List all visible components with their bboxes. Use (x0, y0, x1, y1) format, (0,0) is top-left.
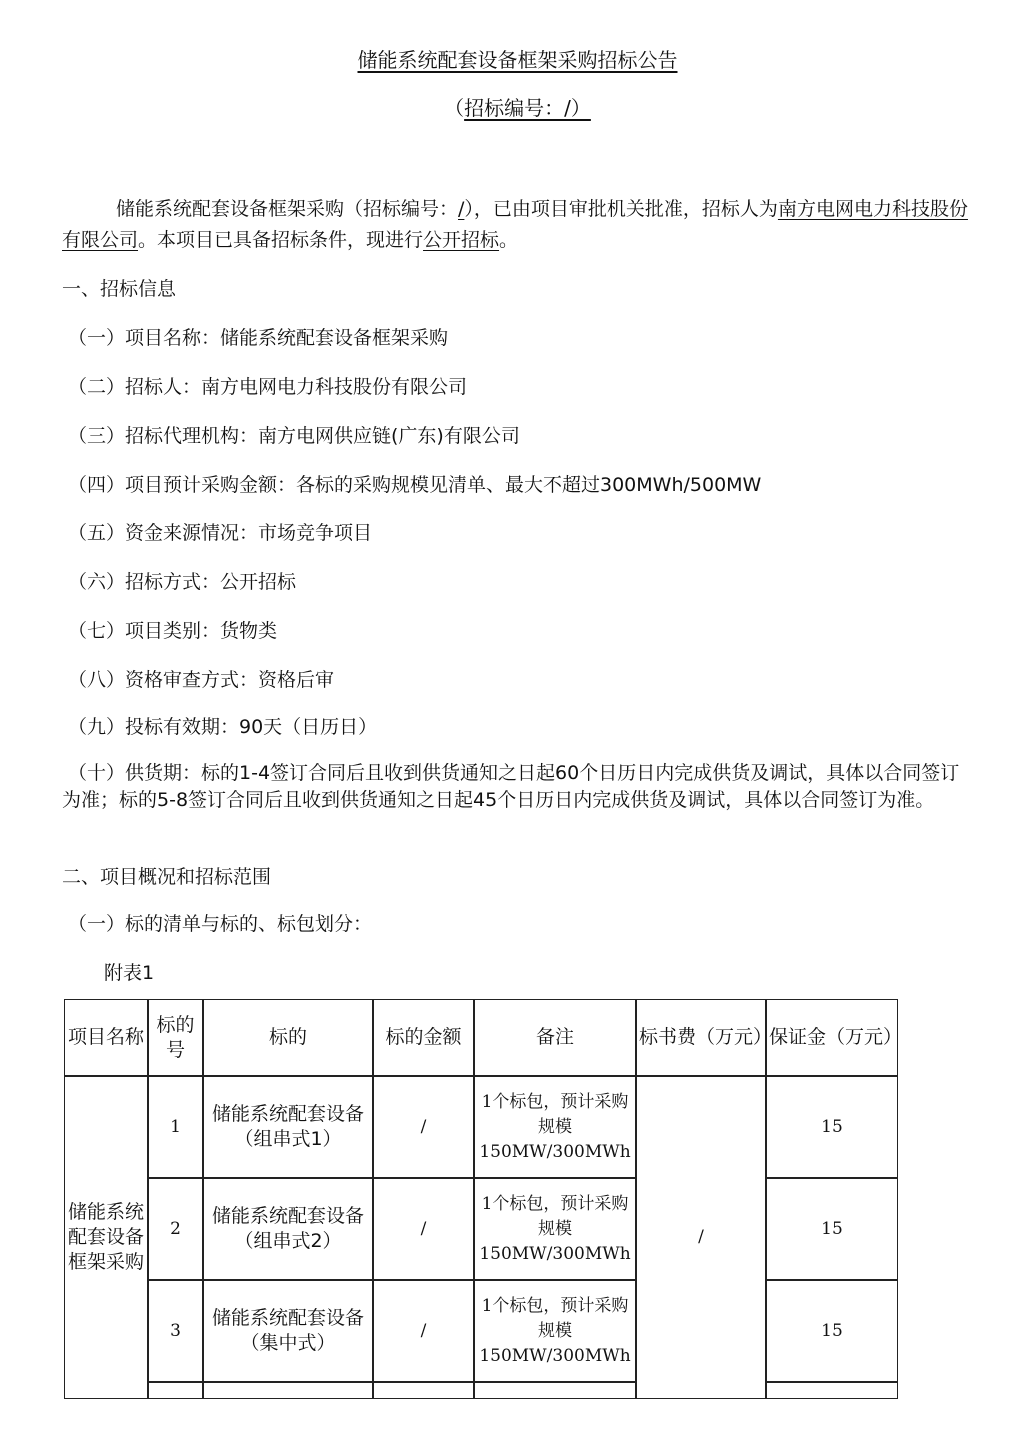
header-deposit: 保证金（万元） (766, 999, 898, 1076)
amount-cell: / (373, 1076, 474, 1178)
deposit-cell: 15 (766, 1178, 898, 1280)
subtitle-prefix: （ (444, 96, 465, 120)
table-row (64, 1178, 898, 1280)
document-subtitle (0, 92, 1035, 121)
intro-code: / (458, 198, 465, 220)
amount-cell: / (373, 1280, 474, 1382)
intro-method: 公开招标 (423, 229, 500, 251)
intro-tenderer: 南方电网电力科技股份有限公司 (62, 198, 968, 251)
table-row-partial (64, 1382, 898, 1399)
note-cell: 1个标包，预计采购规模150MW/300MWh (474, 1076, 636, 1178)
section2-heading: 二、项目概况和招标范围 (62, 866, 272, 888)
partial-cell (373, 1382, 474, 1399)
lot-no-cell: 3 (148, 1280, 203, 1382)
note-cell: 1个标包，预计采购规模150MW/300MWh (474, 1178, 636, 1280)
intro-part3: 。本项目已具备招标条件，现进行 (138, 229, 424, 251)
subtitle-code: 招标编号：/） (464, 96, 591, 120)
section1-heading: 一、招标信息 (62, 278, 177, 300)
intro-part4: 。 (499, 229, 519, 251)
lot-no-cell: 2 (148, 1178, 203, 1280)
header-amount: 标的金额 (373, 999, 474, 1076)
lot-no-cell: 1 (148, 1076, 203, 1178)
table-row (64, 1280, 898, 1382)
header-lot-no: 标的号 (148, 999, 203, 1076)
table-caption: 附表1 (104, 962, 155, 984)
project-name-cell: 储能系统配套设备框架采购 (64, 1076, 148, 1399)
table-header-row (64, 999, 898, 1076)
info-item: （八）资格审查方式：资格后审 (68, 669, 335, 691)
lot-table (64, 999, 903, 1399)
intro-paragraph (62, 194, 974, 256)
header-subject: 标的 (203, 999, 373, 1076)
info-item: （三）招标代理机构：南方电网供应链(广东)有限公司 (68, 425, 520, 447)
header-book-fee: 标书费（万元） (636, 999, 766, 1076)
info-item: （七）项目类别：货物类 (68, 620, 278, 642)
deposit-cell: 15 (766, 1280, 898, 1382)
amount-cell: / (373, 1178, 474, 1280)
delivery-period: （十）供货期：标的1-4签订合同后且收到供货通知之日起60个日历日内完成供货及调试，具体以合同签订为准；标的5-8签订合同后且收到供货通知之日起45个日历日内完成供货及调试，具体以合同签订为准。 (62, 762, 960, 811)
info-item: （四）项目预计采购金额：各标的采购规模见清单、最大不超过300MWh/500MW (68, 474, 762, 496)
partial-cell (474, 1382, 636, 1399)
subject-cell: 储能系统配套设备（集中式） (203, 1280, 373, 1382)
info-item: （二）招标人：南方电网电力科技股份有限公司 (68, 376, 468, 398)
partial-cell (766, 1382, 898, 1399)
document-title: 储能系统配套设备框架采购招标公告 (357, 48, 678, 72)
info-item: （五）资金来源情况：市场竞争项目 (68, 522, 373, 544)
table-row (64, 1076, 898, 1178)
intro-part2: ），已由项目审批机关批准，招标人为 (464, 198, 778, 220)
header-note: 备注 (474, 999, 636, 1076)
note-cell: 1个标包，预计采购规模150MW/300MWh (474, 1280, 636, 1382)
info-item: （一）项目名称：储能系统配套设备框架采购 (68, 327, 449, 349)
intro-part1: 储能系统配套设备框架采购（招标编号： (116, 198, 459, 220)
deposit-cell: 15 (766, 1076, 898, 1178)
info-item: （九）投标有效期：90天（日历日） (68, 716, 378, 738)
partial-cell (148, 1382, 203, 1399)
book-fee-cell: / (636, 1076, 766, 1399)
subject-cell: 储能系统配套设备（组串式1） (203, 1076, 373, 1178)
info-item: （六）招标方式：公开招标 (68, 571, 297, 593)
section2-sub1: （一）标的清单与标的、标包划分： (68, 913, 373, 935)
subject-cell: 储能系统配套设备（组串式2） (203, 1178, 373, 1280)
header-project-name: 项目名称 (64, 999, 148, 1076)
partial-cell (203, 1382, 373, 1399)
